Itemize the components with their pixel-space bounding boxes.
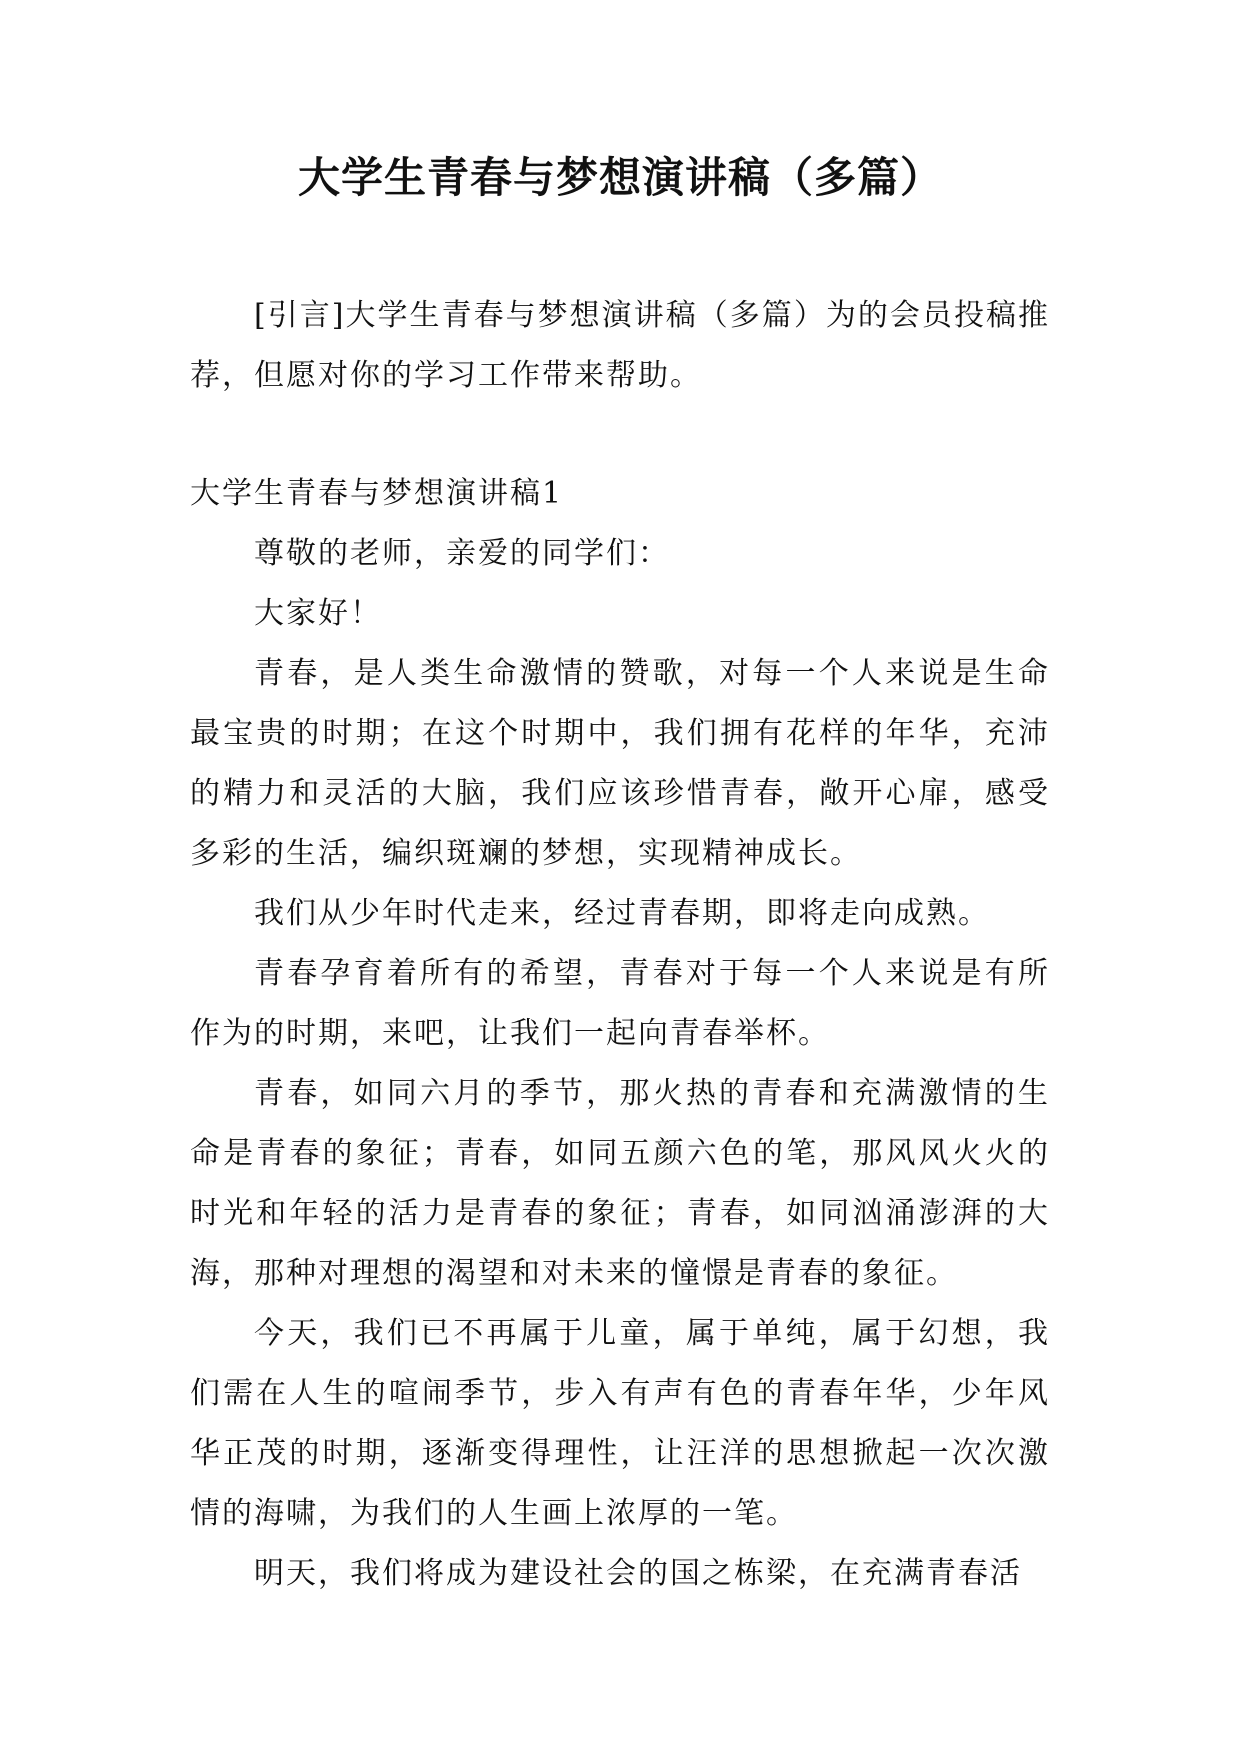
document-body <box>190 286 1050 1604</box>
body-paragraph: 青春，是人类生命激情的赞歌，对每一个人来说是生命最宝贵的时期；在这个时期中，我们拥有花样的年华，充沛的精力和灵活的大脑，我们应该珍惜青春，敞开心扉，感受多彩的生活，编织斑斓的梦想，实现精神成长。 <box>190 656 1050 871</box>
section-heading: 大学生青春与梦想演讲稿1 <box>190 476 564 511</box>
body-paragraph: 我们从少年时代走来，经过青春期，即将走向成熟。 <box>254 896 990 931</box>
body-paragraph: 大家好！ <box>254 596 382 631</box>
body-paragraph: 尊敬的老师，亲爱的同学们： <box>254 536 670 571</box>
body-paragraph: 青春，如同六月的季节，那火热的青春和充满激情的生命是青春的象征；青春，如同五颜六色的笔，那风风火火的时光和年轻的活力是青春的象征；青春，如同汹涌澎湃的大海，那种对理想的渴望和对未来的憧憬是青春的象征。 <box>190 1076 1050 1291</box>
body-paragraph: 青春孕育着所有的希望，青春对于每一个人来说是有所作为的时期，来吧，让我们一起向青春举杯。 <box>190 956 1050 1051</box>
body-paragraph: 今天，我们已不再属于儿童，属于单纯，属于幻想，我们需在人生的喧闹季节，步入有声有色的青春年华，少年风华正茂的时期，逐渐变得理性，让汪洋的思想掀起一次次激情的海啸，为我们的人生画上浓厚的一笔。 <box>190 1316 1050 1531</box>
body-paragraph: 明天，我们将成为建设社会的国之栋梁，在充满青春活 <box>254 1556 1022 1591</box>
document-title: 大学生青春与梦想演讲稿（多篇） <box>297 153 943 202</box>
intro-paragraph: [引言]大学生青春与梦想演讲稿（多篇）为的会员投稿推荐，但愿对你的学习工作带来帮助。 <box>190 298 1050 393</box>
